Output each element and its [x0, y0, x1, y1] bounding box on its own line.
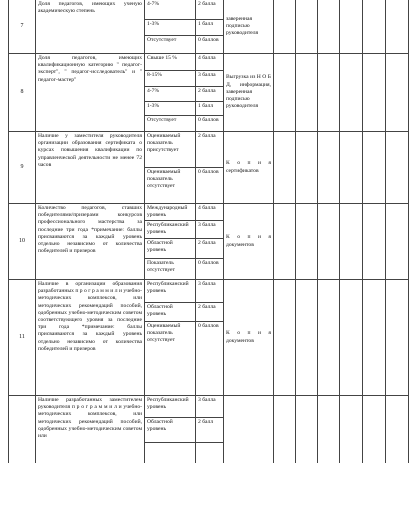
empty-score-cell [274, 54, 296, 132]
empty-score-cell [318, 396, 340, 464]
score-cell: 3 балла [196, 221, 223, 239]
score-cell: 2 балла [196, 303, 223, 322]
empty-score-cell [296, 54, 318, 132]
empty-score-cell [340, 0, 363, 54]
criterion-text: Доля педагогов, имеющих квалификационную категорию " педагог-эксперт", " педагог-исследователь" и " педагог-мастер" [36, 54, 145, 132]
level-cell: Оцениваемый показатель отсутствует [147, 169, 181, 190]
level-column [145, 54, 196, 132]
level-cell: Республиканский уровень [145, 280, 195, 303]
table-row [9, 132, 409, 204]
empty-score-cell [318, 54, 340, 132]
empty-score-cell [363, 204, 386, 280]
score-cell: 0 баллов [198, 323, 219, 329]
table-row [9, 54, 409, 132]
score-column [196, 396, 224, 464]
empty-score-cell [363, 396, 386, 464]
empty-score-cell [318, 132, 340, 204]
level-cell: Оцениваемый показатель отсутствует [147, 323, 181, 344]
empty-score-cell [340, 396, 363, 464]
level-cell: 4-7% [145, 87, 195, 102]
level-column [145, 204, 196, 280]
criterion-text: Наличие в организации образования разработанных п р о г р а м м и л и учебно-методических комплексов, или методических рекомендаций пособий, одобренных учебно-методическим советом соответствующего уровня за последние три года *примечание: баллы присваиваются за каждый уровень отдельно независимо от количества победителей и призеров [36, 280, 145, 396]
criteria-table [8, 0, 409, 463]
empty-score-cell [318, 280, 340, 396]
score-column [196, 54, 224, 132]
level-cell: Областной уровень [145, 303, 195, 322]
score-cell: 2 балла [196, 239, 223, 259]
row-number: 8 [9, 54, 36, 132]
table-row [9, 396, 409, 464]
document-cell: заверенная подписью руководителя [224, 0, 274, 54]
level-cell: Республиканский уровень [145, 221, 195, 239]
level-cell: Областной уровень [145, 239, 195, 259]
level-cell: 1-3% [145, 102, 195, 116]
score-cell: 3 балла [196, 280, 223, 303]
empty-score-cell [386, 396, 409, 464]
level-cell: Отсутствует [147, 117, 177, 123]
empty-score-cell [363, 0, 386, 54]
criterion-text: Наличие разработанных заместителем руководителя п р о г р а м м и л и учебно-методических комплексов, или методических рекомендаций пособий, одобренных учебно-методическим советом или [36, 396, 145, 464]
level-column [145, 280, 196, 396]
score-cell: 0 баллов [198, 117, 219, 123]
score-cell: 0 баллов [198, 260, 219, 266]
score-cell: 2 балла [196, 132, 223, 168]
level-cell: 8-15% [145, 71, 195, 87]
empty-score-cell [296, 204, 318, 280]
document-cell: К о п и я документов [224, 204, 274, 280]
empty-score-cell [386, 54, 409, 132]
document-cell: К о п и я сертификатов [224, 132, 274, 204]
level-cell: Свыше 15 % [145, 54, 195, 71]
level-cell: 4-7% [145, 0, 195, 20]
empty-score-cell [340, 132, 363, 204]
level-column [145, 396, 196, 464]
level-cell [145, 443, 195, 463]
table-row [9, 204, 409, 280]
level-cell: 1-3% [145, 20, 195, 36]
score-cell: 0 баллов [198, 169, 219, 175]
empty-score-cell [274, 396, 296, 464]
score-cell: 3 балла [196, 396, 223, 418]
document-cell [224, 396, 274, 464]
empty-score-cell [363, 280, 386, 396]
empty-score-cell [363, 54, 386, 132]
empty-score-cell [386, 132, 409, 204]
score-cell: 1 балл [196, 20, 223, 36]
empty-score-cell [340, 280, 363, 396]
row-number: 7 [9, 0, 36, 54]
empty-score-cell [318, 204, 340, 280]
empty-score-cell [340, 54, 363, 132]
empty-score-cell [274, 0, 296, 54]
empty-score-cell [296, 280, 318, 396]
level-cell: Областной уровень [145, 418, 195, 443]
score-cell: 1 балл [196, 102, 223, 116]
score-cell: 0 баллов [198, 37, 219, 43]
score-cell: 4 балла [196, 54, 223, 71]
row-number: 11 [9, 280, 36, 396]
row-number: 9 [9, 132, 36, 204]
score-column [196, 132, 224, 204]
criterion-text: Наличие у заместителя руководителя организации образования сертификата о курсах повышения квалификации по управленческой деятельности не менее 72 часов [36, 132, 145, 204]
level-cell: Показатель отсутствует [147, 260, 175, 274]
score-cell: 2 балла [196, 87, 223, 102]
score-cell: 2 балла [196, 0, 223, 20]
row-number: 10 [9, 204, 36, 280]
table-row [9, 0, 409, 54]
empty-score-cell [296, 0, 318, 54]
document-cell: К о п и я документов [224, 280, 274, 396]
row-number [9, 396, 36, 464]
score-column [196, 204, 224, 280]
empty-score-cell [386, 0, 409, 54]
score-cell [196, 443, 223, 463]
level-cell: Оцениваемый показатель присутствует [145, 132, 195, 168]
empty-score-cell [318, 0, 340, 54]
empty-score-cell [386, 280, 409, 396]
empty-score-cell [363, 132, 386, 204]
criterion-text: Доля педагогов, имеющих ученую академическую степень [36, 0, 145, 54]
document-cell: Выгрузка из Н О Б Д, информация, заверенная подписью руководителя [224, 54, 274, 132]
table-row [9, 280, 409, 396]
empty-score-cell [274, 204, 296, 280]
empty-score-cell [340, 204, 363, 280]
empty-score-cell [296, 396, 318, 464]
level-cell: Республиканский уровень [145, 396, 195, 418]
empty-score-cell [296, 132, 318, 204]
level-column [145, 132, 196, 204]
level-cell: Отсутствует [147, 37, 177, 43]
score-cell: 2 балл [196, 418, 223, 443]
level-column [145, 0, 196, 54]
score-cell: 3 балла [196, 71, 223, 87]
score-column [196, 0, 224, 54]
score-column [196, 280, 224, 396]
empty-score-cell [274, 132, 296, 204]
score-cell: 4 балла [196, 204, 223, 221]
empty-score-cell [386, 204, 409, 280]
criterion-text: Количество педагогов, ставших победителями/призерами конкурсов профессионального мастерства за последние три года *примечание: баллы присваиваются за каждый уровень отдельно независимо от количества победителей и призеров [36, 204, 145, 280]
level-cell: Международный уровень [145, 204, 195, 221]
empty-score-cell [274, 280, 296, 396]
